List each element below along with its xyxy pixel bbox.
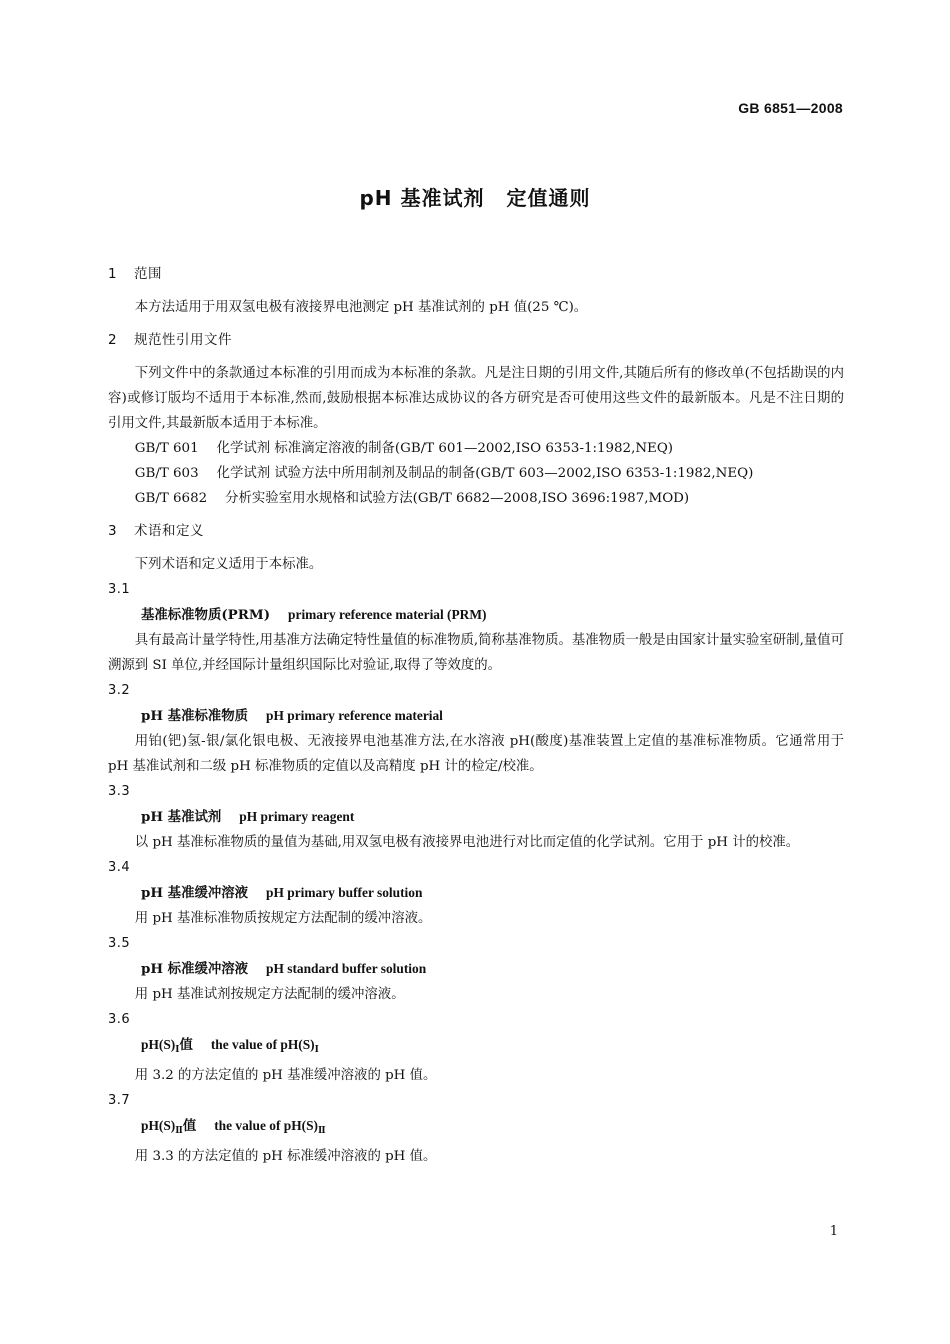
standard-number: GB 6851—2008 xyxy=(738,100,843,116)
term-number: 3.5 xyxy=(108,936,131,951)
title-part-2: 定值通则 xyxy=(506,186,591,210)
term-title: pH 标准缓冲溶液 pH standard buffer solution xyxy=(141,961,427,977)
term-number: 3.7 xyxy=(108,1093,131,1108)
section-paragraph: 本方法适用于用双氢电极有液接界电池测定 pH 基准试剂的 pH 值(25 ℃)。 xyxy=(134,300,588,315)
term-title: pH 基准缓冲溶液 pH primary buffer solution xyxy=(141,885,423,901)
term-definition: 用 3.2 的方法定值的 pH 基准缓冲溶液的 pH 值。 xyxy=(134,1068,437,1083)
term-title: pH 基准标准物质 pH primary reference material xyxy=(141,708,443,724)
page-number: 1 xyxy=(829,1224,838,1239)
section-heading: 3 术语和定义 xyxy=(108,523,204,539)
term-number: 3.3 xyxy=(108,784,131,799)
document-body xyxy=(108,258,844,1169)
reference-item: GB/T 601 化学试剂 标准滴定溶液的制备(GB/T 601—2002,ISO 6353-1:1982,NEQ) xyxy=(134,441,674,456)
section-paragraph: 下列文件中的条款通过本标准的引用而成为本标准的条款。凡是注日期的引用文件,其随后所有的修改单(不包括勘误的内容)或修订版均不适用于本标准,然而,鼓励根据本标准达成协议的各方研究是否可使用这些文件的最新版本。凡是不注日期的引用文件,其最新版本适用于本标准。 xyxy=(108,366,844,431)
reference-item: GB/T 603 化学试剂 试验方法中所用制剂及制品的制备(GB/T 603—2002,ISO 6353-1:1982,NEQ) xyxy=(134,466,754,481)
term-definition: 用 3.3 的方法定值的 pH 标准缓冲溶液的 pH 值。 xyxy=(134,1149,437,1164)
term-definition: 以 pH 基准标准物质的量值为基础,用双氢电极有液接界电池进行对比而定值的化学试剂。它用于 pH 计的校准。 xyxy=(134,835,800,850)
term-title: 基准标准物质(PRM) primary reference material (PRM) xyxy=(141,607,487,623)
term-number: 3.1 xyxy=(108,582,131,597)
section-heading: 2 规范性引用文件 xyxy=(108,332,232,348)
term-title: pH 基准试剂 pH primary reagent xyxy=(141,809,355,825)
term-definition: 具有最高计量学特性,用基准方法确定特性量值的标准物质,简称基准物质。基准物质一般是由国家计量实验室研制,量值可溯源到 SI 单位,并经国际计量组织国际比对验证,取得了等效度的。 xyxy=(108,633,844,673)
term-title: $pH(S)_Ⅱ$值 the value of $pH(S)_Ⅱ$ xyxy=(141,1118,326,1136)
term-title: $pH(S)_Ⅰ$值 the value of $pH(S)_Ⅰ$ xyxy=(141,1037,319,1055)
term-definition: 用 pH 基准试剂按规定方法配制的缓冲溶液。 xyxy=(134,987,405,1002)
term-number: 3.2 xyxy=(108,683,131,698)
page-title xyxy=(0,182,950,211)
term-definition: 用铂(钯)氢-银/氯化银电极、无液接界电池基准方法,在水溶液 pH(酸度)基准装置上定值的基准标准物质。它通常用于 pH 基准试剂和二级 pH 标准物质的定值以及高精度 pH 计的检定/校准。 xyxy=(108,734,844,774)
reference-item: GB/T 6682 分析实验室用水规格和试验方法(GB/T 6682—2008,ISO 3696:1987,MOD) xyxy=(134,491,690,506)
term-number: 3.4 xyxy=(108,860,131,875)
term-definition: 用 pH 基准标准物质按规定方法配制的缓冲溶液。 xyxy=(134,911,432,926)
section-paragraph: 下列术语和定义适用于本标准。 xyxy=(134,557,323,572)
title-part-1: pH 基准试剂 xyxy=(359,186,485,210)
section-heading: 1 范围 xyxy=(108,266,162,282)
term-number: 3.6 xyxy=(108,1012,131,1027)
